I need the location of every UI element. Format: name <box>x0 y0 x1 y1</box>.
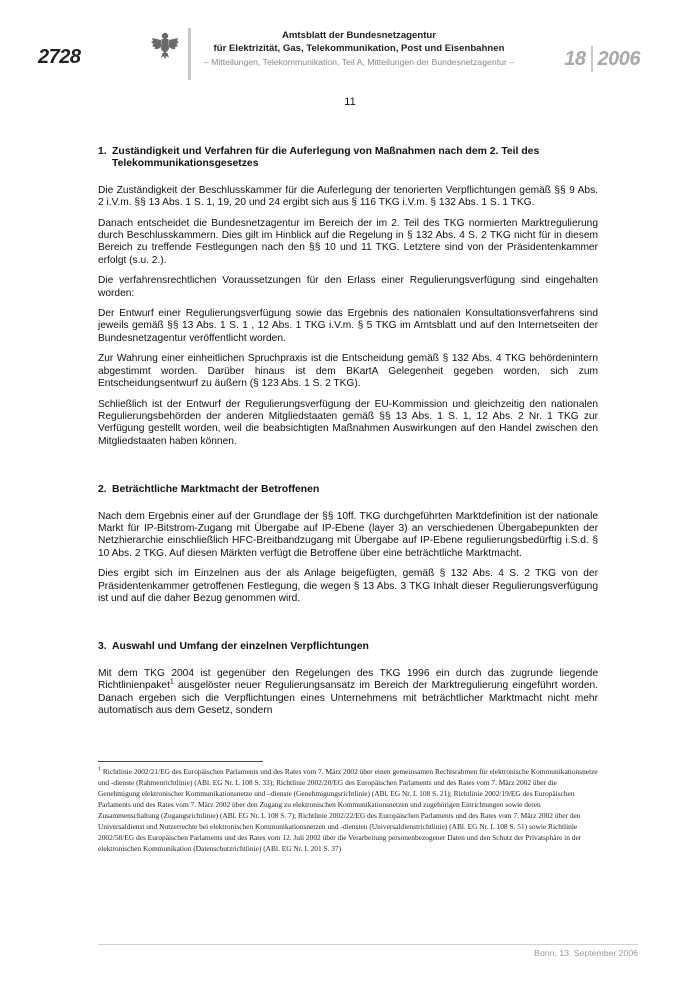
section-heading <box>98 146 598 171</box>
paragraph: Nach dem Ergebnis einer auf der Grundlage der §§ 10ff. TKG durchgeführten Marktdefinition ist der nationale Markt für IP-Bitstrom-Zugang mit Übergabe auf IP-Ebene (layer 3) an verschiedenen Übergabepunkten der Netzhierarchie einschließlich HFC-Breitbandzugang mit Übergabe auf IP-Ebene regulierungsbedürftig i.S.d. § 10 Abs. 2 TKG. Auf diesen Märkten verfügt die Betroffene über eine beträchtliche Marktmacht. <box>98 510 598 559</box>
paragraph-text: Mit dem TKG 2004 ist gegenüber den Regelungen des TKG 1996 ein durch das zugrunde liegende Richtlinienpaket <box>98 667 598 692</box>
footnote <box>98 766 598 854</box>
issue-label <box>564 46 640 72</box>
section-number: 11 <box>344 96 356 108</box>
paragraph: Die verfahrensrechtlichen Voraussetzungen für den Erlass einer Regulierungsverfügung sind eingehalten worden: <box>98 275 598 299</box>
journal-section-meta: – Mitteilungen, Telekommunikation, Teil A, Mitteilungen der Bundesnetzagentur – <box>203 57 515 67</box>
paragraph-text: ausgelöster neuer Regulierungsansatz im Bereich der Marktregulierung eingeführt worden. Danach ergeben sich die Verpflichtungen eines Unternehmens mit beträchtlicher Marktmacht nicht mehr automatisch aus dem Gesetz, sondern <box>98 680 598 716</box>
footnote-marker: 1 <box>98 766 101 773</box>
footer-date: Bonn, 13. September 2006 <box>534 948 638 958</box>
journal-title: Amtsblatt der Bundesnetzagentur <box>281 30 437 41</box>
footnote-text: Richtlinie 2002/21/EG des Europäischen Parlaments und des Rates vom 7. März 2002 über einen gemeinsamen Rechtsrahmen für elektronische Kommunikationsnetze und -dienste (Rahmenrichtlinie) (ABl. EG Nr. L 108 S. 33); Richtlinie 2002/20/EG des Europäischen Parlaments und des Rates vom 7. März 2002 über die Genehmigung elektronischer Kommunikationsnetze und –dienste (Genehmigungsrichtlinie) (ABl. EG Nr. L 108 S. 21); Richtlinie 2002/19/EG des Europäischen Parlaments und des Rates vom 7. März 2002 über den Zugang zu elektronischen Kommunikationsnetzen und zugehörigen Einrichtungen sowie deren Zusammenschaltung (Zugangsrichtlinie) (ABl. EG Nr. L 108 S. 7); Richtlinie 2002/22/EG des Europäischen Parlaments und des Rates vom 7. März 2002 über den Universaldienst und Nutzerrechte bei elektronischen Kommunikationsnetzen und -diensten (Universaldienstrichtlinie) (ABl. EG Nr. L 108 S. 51) sowie Richtlinie 2002/58/EG des Europäischen Parlaments und des Rates vom 12. Juli 2002 über die Verarbeitung personenbezogener Daten und den Schutz der Privatsphäre in der elektronischen Kommunikation (Datenschutzrichtlinie) (ABl. EG Nr. L 201 S. 37) <box>98 767 598 853</box>
issue-divider <box>591 46 593 72</box>
paragraph: Danach entscheidet die Bundesnetzagentur im Bereich der im 2. Teil des TKG normierten Marktregulierung durch Beschlusskammern. Dies gilt im Hinblick auf die Regelung in § 132 Abs. 4 S. 2 TKG nicht für in diesem Bereich zu treffende Festlegungen nach den §§ 10 und 11 TKG. Letztere sind von der Präsidentenkammer erfolgt (s.u. 2.). <box>98 217 598 266</box>
section-heading-title: Beträchtliche Marktmacht der Betroffenen <box>112 484 320 496</box>
paragraph: Dies ergibt sich im Einzelnen aus der als Anlage beigefügten, gemäß § 132 Abs. 4 S. 2 TKG von der Präsidentenkammer getroffenen Festlegung, die wegen § 13 Abs. 3 TKG Inhalt dieser Regulierungsverfügung ist und auf die daher Bezug genommen wird. <box>98 568 598 604</box>
masthead <box>198 29 520 68</box>
document-body <box>98 146 598 725</box>
section-heading-title: Auswahl und Umfang der einzelnen Verpflichtungen <box>112 641 369 653</box>
issue-number: 18 <box>564 47 586 70</box>
section-heading-title: Zuständigkeit und Verfahren für die Auferlegung von Maßnahmen nach dem 2. Teil des Telekommunikationsgesetzes <box>112 146 540 170</box>
paragraph: Zur Wahrung einer einheitlichen Spruchpraxis ist die Entscheidung gemäß § 132 Abs. 4 TKG behördenintern abgestimmt worden. Darüber hinaus ist dem BKartA Gelegenheit gegeben worden, sich zum Entscheidungsentwurf zu äußern (§ 123 Abs. 1 S. 2 TKG). <box>98 353 598 390</box>
journal-subtitle: für Elektrizität, Gas, Telekommunikation, Post und Eisenbahnen <box>213 43 505 54</box>
issue-year: 2006 <box>597 47 640 70</box>
paragraph: Der Entwurf einer Regulierungsverfügung sowie das Ergebnis des nationalen Konsultationsverfahrens sind jeweils gemäß §§ 13 Abs. 1 S. 1 , 12 Abs. 1 TKG i.V.m. § 5 TKG im Amtsblatt und auf den Internetseiten der Bundesnetzagentur veröffentlicht worden. <box>98 308 598 344</box>
footnote-divider <box>98 761 263 762</box>
section-heading-number: 1. <box>98 146 107 157</box>
footer-divider <box>98 944 638 945</box>
federal-eagle-icon <box>150 30 180 60</box>
section-heading-number: 2. <box>98 484 107 496</box>
page-number: 2728 <box>38 46 81 68</box>
header-divider <box>188 28 191 80</box>
footnote-reference[interactable]: 1 <box>169 678 174 686</box>
section-heading <box>98 484 598 496</box>
paragraph: Schließlich ist der Entwurf der Regulierungsverfügung der EU-Kommission und gleichzeitig den nationalen Regulierungsbehörden der anderen Mitgliedstaaten gemäß §§ 13 Abs. 1 S. 1, 12 Abs. 2 Nr. 1 TKG zur Verfügung gestellt worden, weil die beabsichtigten Maßnahmen Auswirkungen auf den Handel zwischen den Mitgliedstaaten haben können. <box>98 398 598 447</box>
paragraph <box>98 668 598 718</box>
section-heading-number: 3. <box>98 641 107 653</box>
paragraph: Die Zuständigkeit der Beschlusskammer für die Auferlegung der tenorierten Verpflichtungen gemäß §§ 9 Abs. 2 i.V.m. §§ 13 Abs. 1 S. 1, 19, 20 und 24 ergibt sich aus § 116 TKG i.V.m. § 132 Abs. 1 S. 1 TKG. <box>98 184 598 209</box>
section-heading <box>98 641 598 653</box>
